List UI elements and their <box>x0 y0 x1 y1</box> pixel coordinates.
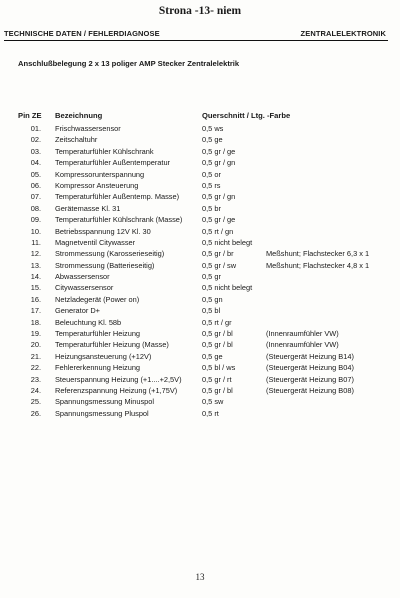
pin-number: 08. <box>30 203 41 213</box>
cable-spec: 0,5 ge <box>202 351 223 361</box>
cable-spec: 0,5 ws <box>202 124 224 133</box>
table-row <box>0 181 400 192</box>
cable-spec: 0,5 gn <box>202 294 223 304</box>
pin-number: 11. <box>31 237 41 247</box>
pin-number: 01. <box>30 124 41 133</box>
table-row <box>0 204 400 215</box>
cable-spec: 0,5 ge <box>202 135 223 145</box>
cable-spec: 0,5 gr / gn <box>202 192 236 202</box>
table-row <box>0 409 400 420</box>
signal-name: Beleuchtung Kl. 58b <box>55 317 122 327</box>
row-note: Meßshunt; Flachstecker 4,8 x 1 <box>266 260 370 270</box>
table-row <box>0 397 400 408</box>
cable-spec: 0,5 bl <box>202 306 221 316</box>
table-row <box>0 363 400 374</box>
cable-spec: 0,5 rt / gr <box>202 317 232 327</box>
pin-number: 02. <box>30 135 41 145</box>
column-header-name: Bezeichnung <box>55 111 103 120</box>
cable-spec: 0,5 nicht belegt <box>202 237 253 247</box>
pin-number: 25. <box>30 397 41 407</box>
pin-number: 26. <box>30 408 41 418</box>
document-subtitle: Anschlußbelegung 2 x 13 poliger AMP Stecker Zentralelektrik <box>18 59 240 68</box>
table-row <box>0 375 400 386</box>
table-row <box>0 249 400 260</box>
table-row <box>0 215 400 226</box>
pin-number: 12. <box>30 249 41 259</box>
table-row <box>0 124 400 135</box>
signal-name: Steuerspannung Heizung (+1....+2,5V) <box>55 374 182 384</box>
signal-name: Heizungsansteuerung (+12V) <box>55 351 152 361</box>
cable-spec: 0,5 br <box>202 203 221 213</box>
cable-spec: 0,5 gr / sw <box>202 260 237 270</box>
cable-spec: 0,5 nicht belegt <box>202 283 253 293</box>
signal-name: Kompressor Ansteuerung <box>55 180 139 190</box>
table-row <box>0 135 400 146</box>
table-row <box>0 283 400 294</box>
pin-number: 03. <box>30 146 41 156</box>
pin-number: 13. <box>30 260 41 270</box>
signal-name: Kompressorunterspannung <box>55 169 145 179</box>
cable-spec: 0,5 bl / ws <box>202 363 236 373</box>
signal-name: Temperaturfühler Außentemperatur <box>55 158 171 168</box>
table-row <box>0 386 400 397</box>
column-header-pin: Pin ZE <box>18 111 42 120</box>
header-left-title: TECHNISCHE DATEN / FEHLERDIAGNOSE <box>4 29 160 38</box>
table-row <box>0 227 400 238</box>
table-row <box>0 192 400 203</box>
column-header-cable: Querschnitt / Ltg. -Farbe <box>202 111 291 120</box>
cable-spec: 0,5 rt <box>202 408 219 418</box>
signal-name: Generator D+ <box>55 306 100 316</box>
row-note: (Steuergerät Heizung B07) <box>266 374 354 384</box>
page-title: Strona -13- niem <box>158 5 242 17</box>
signal-name: Temperaturfühler Kühlschrank <box>55 146 154 156</box>
signal-name: Fehlererkennung Heizung <box>55 363 141 373</box>
signal-name: Strommessung (Karosserieseitig) <box>55 249 165 259</box>
cable-spec: 0,5 gr / ge <box>202 215 236 225</box>
signal-name: Zeitschaltuhr <box>55 135 98 145</box>
row-note: Meßshunt; Flachstecker 6,3 x 1 <box>266 249 370 259</box>
cable-spec: 0,5 gr / bl <box>202 385 233 395</box>
pin-number: 10. <box>30 226 41 236</box>
pin-number: 07. <box>30 192 41 202</box>
pin-number: 06. <box>30 180 41 190</box>
signal-name: Betriebsspannung 12V Kl. 30 <box>55 226 151 236</box>
cable-spec: 0,5 gr <box>202 272 221 282</box>
cable-spec: 0,5 gr / rt <box>202 374 232 384</box>
table-row <box>0 295 400 306</box>
section-header <box>4 27 386 40</box>
table-row <box>0 261 400 272</box>
pin-number: 14. <box>30 272 41 282</box>
row-note: (Innenraumfühler VW) <box>266 329 339 339</box>
pin-number: 15. <box>30 283 41 293</box>
pin-number: 23. <box>30 374 41 384</box>
table-row <box>0 158 400 169</box>
table-row <box>0 238 400 249</box>
row-note: (Steuergerät Heizung B14) <box>266 351 354 361</box>
cable-spec: 0,5 rt / gn <box>202 226 234 236</box>
cable-spec: 0,5 gr / ge <box>202 146 236 156</box>
signal-name: Temperaturfühler Heizung (Masse) <box>55 340 169 350</box>
table-row <box>0 352 400 363</box>
page-number: 13 <box>195 572 205 582</box>
pin-number: 05. <box>30 169 41 179</box>
pin-number: 09. <box>30 215 41 225</box>
table-row <box>0 306 400 317</box>
signal-name: Gerätemasse Kl. 31 <box>55 203 121 213</box>
signal-name: Temperaturfühler Kühlschrank (Masse) <box>55 215 183 225</box>
row-note: (Steuergerät Heizung B04) <box>266 363 354 373</box>
pin-number: 24. <box>30 385 41 395</box>
header-right-title: ZENTRALELEKTRONIK <box>300 29 386 38</box>
signal-name: Spannungsmessung Minuspol <box>55 397 155 407</box>
signal-name: Strommessung (Batterieseitig) <box>55 260 155 270</box>
table-row <box>0 170 400 181</box>
table-row <box>0 318 400 329</box>
signal-name: Frischwassersensor <box>55 124 121 133</box>
cable-spec: 0,5 or <box>202 169 221 179</box>
signal-name: Abwassersensor <box>55 272 110 282</box>
pin-number: 16. <box>30 294 41 304</box>
signal-name: Temperaturfühler Außentemp. Masse) <box>55 192 180 202</box>
row-note: (Steuergerät Heizung B08) <box>266 385 354 395</box>
cable-spec: 0,5 gr / gn <box>202 158 236 168</box>
signal-name: Temperaturfühler Heizung <box>55 329 141 339</box>
table-row <box>0 147 400 158</box>
pin-number: 18. <box>30 317 41 327</box>
cable-spec: 0,5 sw <box>202 397 224 407</box>
signal-name: Spannungsmessung Pluspol <box>55 408 149 418</box>
table-row <box>0 340 400 351</box>
signal-name: Netzladegerät (Power on) <box>55 294 140 304</box>
table-row <box>0 272 400 283</box>
cable-spec: 0,5 gr / br <box>202 249 234 259</box>
header-divider <box>4 40 388 41</box>
pin-number: 04. <box>30 158 41 168</box>
row-note: (Innenraumfühler VW) <box>266 340 339 350</box>
pin-number: 22. <box>30 363 41 373</box>
pin-number: 21. <box>30 351 41 361</box>
pin-number: 20. <box>30 340 41 350</box>
pin-table <box>0 124 400 420</box>
table-row <box>0 329 400 340</box>
pin-number: 17. <box>30 306 41 316</box>
cable-spec: 0,5 gr / bl <box>202 340 233 350</box>
pin-number: 19. <box>30 329 41 339</box>
signal-name: Magnetventil Citywasser <box>55 237 136 247</box>
cable-spec: 0,5 gr / bl <box>202 329 233 339</box>
signal-name: Referenzspannung Heizung (+1,75V) <box>55 385 178 395</box>
cable-spec: 0,5 rs <box>202 180 221 190</box>
signal-name: Citywassersensor <box>55 283 114 293</box>
